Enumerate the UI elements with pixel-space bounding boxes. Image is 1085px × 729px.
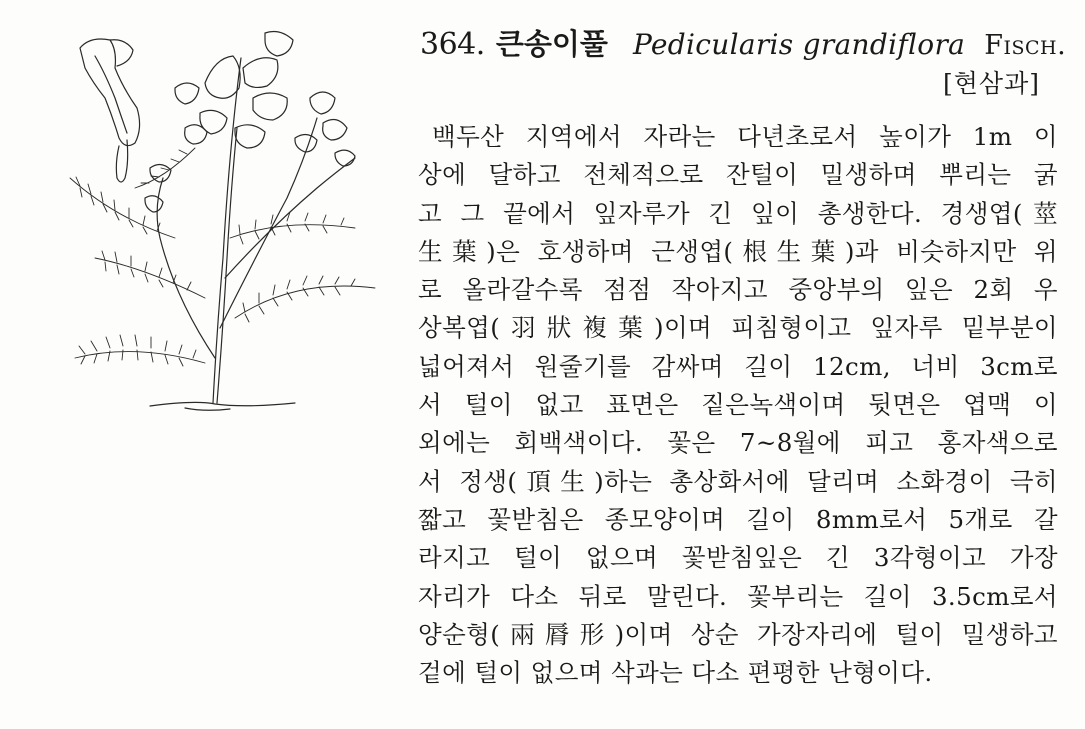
description-line: 상에 달하고 전체적으로 잔털이 밀생하며 뿌리는 굵 xyxy=(418,160,1058,190)
korean-common-name: 큰송이풀 xyxy=(495,27,608,61)
description-line: 로 올라갈수록 점점 작아지고 중앙부의 잎은 2회 우 xyxy=(418,275,1058,305)
pedicularis-plant-drawing-icon xyxy=(55,28,385,418)
entry-header xyxy=(420,22,1067,62)
entry-number: 364. xyxy=(420,27,485,62)
description-line: 짧고 꽃받침은 종모양이며 길이 8mm로서 5개로 갈 xyxy=(418,504,1058,534)
plant-family: [현삼과] xyxy=(943,69,1040,98)
description-line: 넓어져서 원줄기를 감싸며 길이 12cm, 너비 3cm로 xyxy=(418,351,1058,381)
description-line: 자리가 다소 뒤로 말린다. 꽃부리는 길이 3.5cm로서 xyxy=(418,581,1058,611)
description-line: 서 털이 없고 표면은 짙은녹색이며 뒷면은 엽맥 이 xyxy=(418,390,1058,420)
scientific-name: Pedicularis grandiflora xyxy=(633,28,966,61)
species-description xyxy=(418,118,1058,692)
description-line: 양순형(兩脣形)이며 상순 가장자리에 털이 밀생하고 xyxy=(418,619,1058,649)
description-line: 고 그 끝에서 잎자루가 긴 잎이 총생한다. 경생엽(莖 xyxy=(418,198,1058,228)
description-line: 라지고 털이 없으며 꽃받침잎은 긴 3각형이고 가장 xyxy=(418,543,1058,573)
description-line: 상복엽(羽狀複葉)이며 피침형이고 잎자루 밑부분이 xyxy=(418,313,1058,343)
author-name: Fisch. xyxy=(984,30,1067,61)
description-line: 백두산 지역에서 자라는 다년초로서 높이가 1m 이 xyxy=(432,122,1058,151)
description-line: 서 정생(頂生)하는 총상화서에 달리며 소화경이 극히 xyxy=(418,466,1058,496)
description-line: 生葉)은 호생하며 근생엽(根生葉)과 비슷하지만 위 xyxy=(418,236,1058,266)
description-line: 겉에 털이 없으며 삭과는 다소 편평한 난형이다. xyxy=(418,658,933,688)
description-line: 외에는 회백색이다. 꽃은 7~8월에 피고 홍자색으로 xyxy=(418,428,1058,458)
